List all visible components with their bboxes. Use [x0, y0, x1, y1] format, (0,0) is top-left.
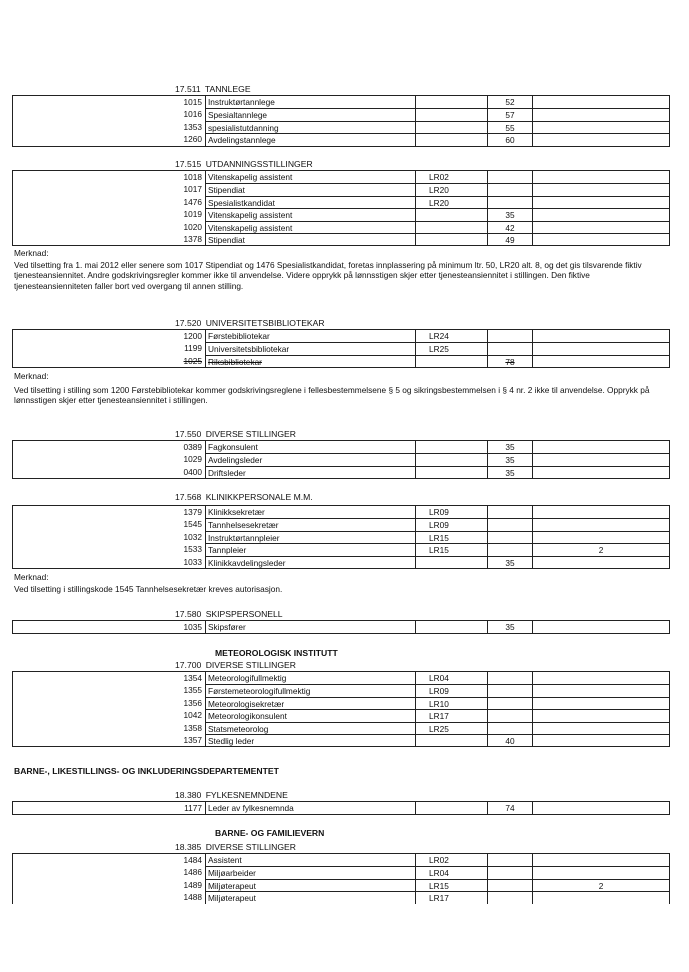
salary-frame	[415, 621, 487, 633]
salary-step: 60	[487, 133, 533, 145]
table-row	[13, 518, 669, 530]
section-title: KLINIKKPERSONALE M.M.	[205, 492, 313, 502]
salary-frame: LR15	[415, 531, 487, 543]
section-title: UNIVERSITETSBIBLIOTEKAR	[205, 318, 325, 328]
extra-value	[533, 221, 669, 233]
position-code: 1032	[183, 531, 202, 542]
salary-frame: LR15	[415, 543, 487, 555]
table-row	[13, 722, 669, 734]
salary-step	[487, 684, 533, 696]
table-row	[13, 684, 669, 696]
agency-title: METEOROLOGISK INSTITUTT	[215, 648, 338, 658]
section-title: UTDANNINGSSTILLINGER	[205, 159, 313, 169]
section-code: 17.550	[175, 429, 202, 439]
section-heading-18380	[175, 790, 288, 800]
salary-frame: LR25	[415, 722, 487, 734]
position-code: 1033	[183, 556, 202, 567]
section-heading-17511	[175, 84, 251, 94]
salary-frame	[415, 355, 487, 367]
position-name: Spesialistkandidat	[205, 196, 415, 208]
table-17511	[12, 95, 670, 147]
position-code: 0400	[183, 466, 202, 477]
position-name: Klinikkavdelingsleder	[205, 556, 415, 568]
section-heading-18385	[175, 842, 296, 852]
extra-value	[533, 722, 669, 734]
table-row	[13, 672, 669, 684]
position-code: 1379	[183, 507, 202, 517]
position-code: 0389	[183, 442, 202, 452]
salary-step: 52	[487, 96, 533, 108]
extra-value	[533, 531, 669, 543]
position-name: Riksbibliotekar	[205, 355, 415, 367]
position-code: 1019	[183, 209, 202, 220]
position-name: Klinikksekretær	[205, 506, 415, 518]
position-name: Miljøterapeut	[205, 879, 415, 891]
position-name: Meteorologikonsulent	[205, 709, 415, 721]
table-17580	[12, 620, 670, 634]
position-name: Miljøterapeut	[205, 891, 415, 903]
table-row	[13, 196, 669, 208]
table-row	[13, 697, 669, 709]
table-17568	[12, 505, 670, 569]
salary-frame	[415, 108, 487, 120]
salary-frame	[415, 121, 487, 133]
extra-value	[533, 183, 669, 195]
salary-frame	[415, 233, 487, 245]
position-code: 1260	[183, 134, 202, 145]
department-title: BARNE-, LIKESTILLINGS- OG INKLUDERINGSDEPARTEMENTET	[14, 766, 279, 776]
salary-step	[487, 854, 533, 866]
extra-value	[533, 96, 669, 108]
table-row	[13, 854, 669, 866]
salary-frame: LR17	[415, 891, 487, 903]
extra-value	[533, 330, 669, 342]
salary-step: 35	[487, 556, 533, 568]
salary-step: 74	[487, 802, 533, 814]
section-code: 17.511	[175, 84, 201, 94]
position-code: 1017	[183, 184, 202, 195]
position-code: 1533	[183, 544, 202, 555]
salary-step	[487, 518, 533, 530]
extra-value	[533, 506, 669, 518]
table-18380	[12, 801, 670, 815]
section-heading-17520	[175, 318, 325, 328]
extra-value	[533, 453, 669, 465]
table-row	[13, 543, 669, 555]
position-code: 1486	[183, 867, 202, 878]
extra-value	[533, 802, 669, 814]
note-text: Ved tilsetting i stillingskode 1545 Tannhelsesekretær kreves autorisasjon.	[14, 584, 283, 594]
extra-value	[533, 697, 669, 709]
position-name: Vitenskapelig assistent	[205, 208, 415, 220]
position-code: 1545	[183, 519, 202, 530]
salary-frame: LR02	[415, 854, 487, 866]
table-row	[13, 171, 669, 183]
position-name: Vitenskapelig assistent	[205, 171, 415, 183]
table-row	[13, 891, 669, 903]
position-code: 1018	[183, 172, 202, 182]
table-row	[13, 709, 669, 721]
position-name: Skipsfører	[205, 621, 415, 633]
position-name: Meteorologisekretær	[205, 697, 415, 709]
position-name: Førstemeteorologifullmektig	[205, 684, 415, 696]
agency-title: BARNE- OG FAMILIEVERN	[215, 828, 325, 838]
salary-frame: LR24	[415, 330, 487, 342]
table-17515	[12, 170, 670, 246]
position-name: Universitetsbibliotekar	[205, 342, 415, 354]
position-code: 1484	[183, 855, 202, 865]
extra-value	[533, 556, 669, 568]
salary-step: 35	[487, 208, 533, 220]
position-name: Miljøarbeider	[205, 866, 415, 878]
section-title: TANNLEGE	[204, 84, 251, 94]
position-name: Fagkonsulent	[205, 441, 415, 453]
table-17520	[12, 329, 670, 368]
table-17550	[12, 440, 670, 479]
table-row	[13, 233, 669, 245]
salary-step	[487, 697, 533, 709]
salary-frame	[415, 441, 487, 453]
table-row	[13, 734, 669, 746]
salary-frame	[415, 96, 487, 108]
position-name: Driftsleder	[205, 466, 415, 478]
position-code: 1358	[183, 722, 202, 733]
position-name: spesialistutdanning	[205, 121, 415, 133]
salary-step: 35	[487, 441, 533, 453]
note-label: Merknad:	[14, 371, 49, 381]
position-code: 1020	[183, 221, 202, 232]
table-row	[13, 96, 669, 108]
extra-value	[533, 441, 669, 453]
salary-frame	[415, 734, 487, 746]
extra-value: 2	[533, 543, 669, 555]
position-code: 1378	[183, 233, 202, 244]
note-label: Merknad:	[14, 248, 49, 258]
extra-value	[533, 171, 669, 183]
table-row	[13, 866, 669, 878]
salary-step: 40	[487, 734, 533, 746]
salary-step: 35	[487, 466, 533, 478]
position-name: Statsmeteorolog	[205, 722, 415, 734]
extra-value	[533, 672, 669, 684]
position-code: 1200	[183, 331, 202, 341]
salary-step	[487, 330, 533, 342]
salary-step	[487, 879, 533, 891]
extra-value	[533, 466, 669, 478]
position-code: 1199	[184, 343, 202, 354]
section-title: DIVERSE STILLINGER	[205, 660, 296, 670]
position-code: 1353	[183, 121, 202, 132]
position-code: 1355	[183, 685, 202, 696]
salary-frame	[415, 556, 487, 568]
salary-step: 49	[487, 233, 533, 245]
extra-value	[533, 621, 669, 633]
position-name: Instruktørtannlege	[205, 96, 415, 108]
table-row	[13, 802, 669, 814]
salary-frame: LR09	[415, 518, 487, 530]
section-code: 17.568	[175, 492, 202, 502]
salary-step	[487, 891, 533, 903]
position-name: Vitenskapelig assistent	[205, 221, 415, 233]
note-label: Merknad:	[14, 572, 49, 582]
salary-frame: LR10	[415, 697, 487, 709]
salary-step	[487, 506, 533, 518]
section-code: 17.700	[175, 660, 202, 670]
extra-value	[533, 854, 669, 866]
salary-step	[487, 543, 533, 555]
salary-step	[487, 722, 533, 734]
extra-value: 2	[533, 879, 669, 891]
salary-frame: LR04	[415, 672, 487, 684]
salary-step	[487, 183, 533, 195]
salary-frame: LR17	[415, 709, 487, 721]
position-name: Leder av fylkesnemnda	[205, 802, 415, 814]
note-text: Ved tilsetting fra 1. mai 2012 eller senere som 1017 Stipendiat og 1476 Spesialistkandidat, foretas innplassering på minimum ltr. 50, LR20 alt. 8, og det gis tilsvarende fiktiv tjenesteansiennitet. Andre godskrivingsregler kommer ikke til anvendelse. Videre opprykk på lønnsstigen skjer etter tjenesteansiennitet i stillingen. Den fiktive tjenesteansienniteten faller bort ved overgang til annen stilling.	[14, 260, 642, 291]
section-heading-17700	[175, 660, 296, 670]
table-row	[13, 342, 669, 354]
salary-frame	[415, 802, 487, 814]
position-code: 1042	[183, 710, 202, 721]
position-code: 1035	[183, 622, 202, 632]
salary-frame: LR09	[415, 506, 487, 518]
salary-step	[487, 866, 533, 878]
salary-step: 55	[487, 121, 533, 133]
position-code: 1476	[183, 196, 202, 207]
extra-value	[533, 355, 669, 367]
table-18385	[12, 853, 670, 904]
table-row	[13, 183, 669, 195]
table-row	[13, 355, 669, 367]
position-name: Førstebibliotekar	[205, 330, 415, 342]
section-title: FYLKESNEMNDENE	[205, 790, 288, 800]
section-title: DIVERSE STILLINGER	[205, 429, 296, 439]
section-heading-17580	[175, 609, 283, 619]
table-row	[13, 506, 669, 518]
salary-frame: LR04	[415, 866, 487, 878]
position-name: Tannhelsesekretær	[205, 518, 415, 530]
extra-value	[533, 684, 669, 696]
position-code: 1354	[183, 673, 202, 683]
note-text: Ved tilsetting i stilling som 1200 Førstebibliotekar kommer godskrivingsreglene i fellesbestemmelsene § 5 og sikringsbestemmelsen i § 4 nr. 2 ikke til anvendelse. Opprykk på lønnsstigen skjer etter tjenesteansiennitet i stillingen.	[14, 385, 650, 406]
position-code: 1357	[183, 734, 202, 745]
section-title: SKIPSPERSONELL	[205, 609, 283, 619]
salary-step	[487, 171, 533, 183]
salary-frame: LR02	[415, 171, 487, 183]
extra-value	[533, 342, 669, 354]
table-row	[13, 133, 669, 145]
salary-step: 57	[487, 108, 533, 120]
position-name: Avdelingstannlege	[205, 133, 415, 145]
extra-value	[533, 866, 669, 878]
extra-value	[533, 108, 669, 120]
position-name: Meteorologifullmektig	[205, 672, 415, 684]
position-code: 1488	[183, 892, 202, 903]
salary-step	[487, 672, 533, 684]
position-name: Stedlig leder	[205, 734, 415, 746]
position-code: 1025	[183, 355, 202, 366]
section-code: 18.380	[175, 790, 202, 800]
position-name: Stipendiat	[205, 183, 415, 195]
salary-step	[487, 531, 533, 543]
section-code: 17.520	[175, 318, 202, 328]
extra-value	[533, 233, 669, 245]
position-code: 1177	[184, 803, 202, 813]
extra-value	[533, 518, 669, 530]
position-name: Stipendiat	[205, 233, 415, 245]
position-name: Instruktørtannpleier	[205, 531, 415, 543]
salary-frame	[415, 208, 487, 220]
section-title: DIVERSE STILLINGER	[205, 842, 296, 852]
salary-step	[487, 709, 533, 721]
salary-step: 78	[487, 355, 533, 367]
extra-value	[533, 121, 669, 133]
salary-frame	[415, 133, 487, 145]
table-row	[13, 221, 669, 233]
table-row	[13, 879, 669, 891]
section-code: 17.580	[175, 609, 202, 619]
table-row	[13, 556, 669, 568]
position-code: 1029	[183, 454, 202, 465]
salary-frame	[415, 466, 487, 478]
salary-step	[487, 342, 533, 354]
extra-value	[533, 196, 669, 208]
extra-value	[533, 133, 669, 145]
salary-step: 35	[487, 621, 533, 633]
position-code: 1015	[183, 97, 202, 107]
extra-value	[533, 891, 669, 903]
position-code: 1016	[183, 109, 202, 120]
position-name: Assistent	[205, 854, 415, 866]
position-code: 1356	[183, 697, 202, 708]
table-row	[13, 121, 669, 133]
extra-value	[533, 709, 669, 721]
salary-frame	[415, 453, 487, 465]
position-name: Avdelingsleder	[205, 453, 415, 465]
table-row	[13, 330, 669, 342]
section-heading-17550	[175, 429, 296, 439]
position-name: Spesialtannlege	[205, 108, 415, 120]
salary-frame: LR20	[415, 196, 487, 208]
table-row	[13, 621, 669, 633]
extra-value	[533, 734, 669, 746]
table-row	[13, 453, 669, 465]
salary-frame	[415, 221, 487, 233]
salary-step: 35	[487, 453, 533, 465]
salary-frame: LR20	[415, 183, 487, 195]
section-heading-17515	[175, 159, 313, 169]
salary-frame: LR15	[415, 879, 487, 891]
salary-step	[487, 196, 533, 208]
table-row	[13, 108, 669, 120]
section-code: 17.515	[175, 159, 202, 169]
section-heading-17568	[175, 492, 313, 502]
salary-step: 42	[487, 221, 533, 233]
salary-frame: LR09	[415, 684, 487, 696]
salary-frame: LR25	[415, 342, 487, 354]
table-row	[13, 531, 669, 543]
table-row	[13, 466, 669, 478]
position-code: 1489	[183, 879, 202, 890]
extra-value	[533, 208, 669, 220]
table-row	[13, 208, 669, 220]
section-code: 18.385	[175, 842, 202, 852]
table-17700	[12, 671, 670, 747]
table-row	[13, 441, 669, 453]
position-name: Tannpleier	[205, 543, 415, 555]
